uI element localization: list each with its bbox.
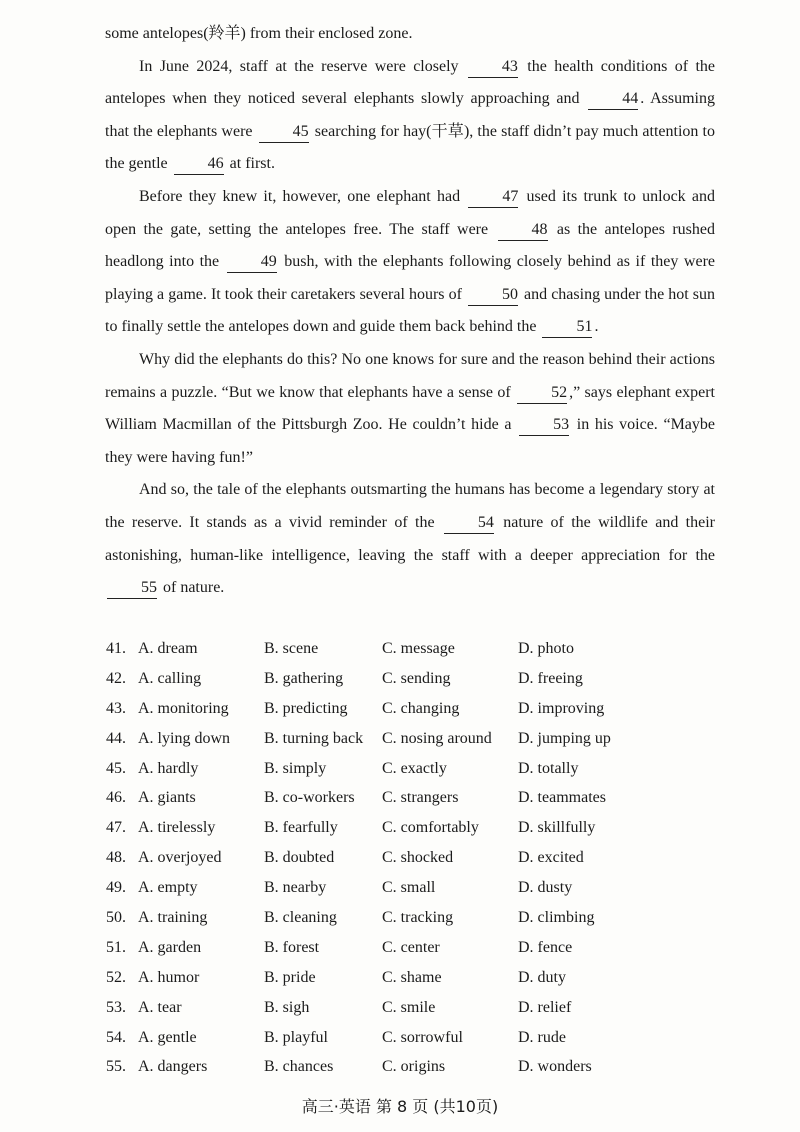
answer-options (82, 634, 722, 1082)
option-row (82, 664, 722, 694)
passage-text: ,” says elephant expert William Macmillan of the Pittsburgh Zoo. He couldn’t hide a (105, 383, 715, 434)
option-row (82, 963, 722, 993)
question-number: 52. (106, 968, 126, 986)
option-b: B. cleaning (264, 909, 337, 927)
passage-text: Before they knew it, however, one elephant had (139, 187, 467, 205)
option-row (82, 634, 722, 664)
passage-text: and chasing under the hot sun to finally settle the antelopes down and guide them back behind the (105, 285, 715, 336)
option-d: D. photo (518, 640, 574, 657)
question-number: 47. (106, 819, 126, 837)
question-number: 48. (106, 849, 126, 867)
option-c: C. shocked (382, 849, 454, 867)
question-number: 41. (106, 640, 126, 657)
passage-text: as the antelopes rushed headlong into the (105, 220, 716, 271)
option-c: C. shame (382, 968, 442, 986)
passage-text: used its trunk to unlock and open the gate, setting the antelopes free. The staff were (105, 187, 716, 238)
passage-paragraph (105, 18, 715, 51)
question-number: 53. (106, 998, 126, 1016)
passage-paragraph (105, 344, 715, 474)
option-a: A. humor (138, 968, 200, 986)
option-a: A. lying down (138, 729, 230, 747)
option-b: B. fearfully (264, 819, 338, 837)
passage-text: . Assuming that the elephants were (105, 90, 716, 140)
option-row (82, 873, 722, 903)
passage-text: of nature. (159, 579, 225, 597)
option-c: C. message (382, 640, 455, 657)
option-a: A. tirelessly (138, 819, 216, 837)
option-b: B. simply (264, 759, 327, 777)
option-row (82, 993, 722, 1023)
question-number: 55. (106, 1058, 126, 1076)
question-number: 46. (106, 789, 126, 807)
option-b: B. doubted (264, 849, 335, 867)
option-c: C. small (382, 879, 436, 897)
option-a: A. giants (138, 789, 196, 807)
passage-text: at first. (225, 155, 275, 173)
blank-54: 54 (444, 513, 494, 534)
passage-text: nature of the wildlife and their astonishing, human-like intelligence, leaving the staff with a deeper appreciation for the (105, 513, 715, 564)
option-d: D. wonders (518, 1058, 592, 1076)
option-c: C. nosing around (382, 729, 492, 747)
blank-44: 44 (588, 89, 638, 110)
option-a: A. garden (138, 938, 202, 956)
option-a: A. dream (138, 640, 198, 657)
blank-50: 50 (468, 285, 518, 306)
option-d: D. skillfully (518, 819, 596, 837)
option-row (82, 1052, 722, 1082)
option-c: C. origins (382, 1058, 446, 1076)
option-a: A. monitoring (138, 699, 229, 717)
option-row (82, 694, 722, 724)
option-d: D. climbing (518, 909, 595, 927)
blank-49: 49 (227, 252, 277, 273)
blank-48: 48 (498, 220, 548, 241)
option-c: C. exactly (382, 759, 447, 777)
option-a: A. hardly (138, 759, 199, 777)
passage-paragraph (105, 474, 715, 604)
option-c: C. strangers (382, 789, 459, 807)
blank-53: 53 (519, 415, 569, 436)
blank-51: 51 (542, 317, 592, 338)
blank-43: 43 (468, 57, 518, 78)
blank-47: 47 (468, 187, 518, 208)
option-d: D. fence (518, 938, 573, 956)
option-c: C. sending (382, 669, 451, 687)
passage-text: some antelopes(羚羊) from their enclosed zone. (105, 25, 413, 42)
passage-text: searching for hay(干草), the staff didn’t pay much attention to the gentle (105, 122, 716, 173)
option-c: C. sorrowful (382, 1028, 463, 1046)
question-number: 54. (106, 1028, 126, 1046)
passage-text: And so, the tale of the elephants outsmarting the humans has become a legendary story at the reserve. It stands as a vivid reminder of the (105, 481, 715, 531)
option-b: B. turning back (264, 729, 364, 747)
question-number: 50. (106, 909, 126, 927)
page-footer: 高三·英语 第 8 页 (共10页) (301, 1097, 499, 1116)
passage-text: in his voice. “Maybe they were having fun!” (105, 416, 715, 466)
option-b: B. chances (264, 1058, 334, 1076)
option-row (82, 903, 722, 933)
question-number: 51. (106, 938, 126, 956)
question-number: 44. (106, 729, 126, 747)
option-c: C. center (382, 938, 440, 956)
option-d: D. relief (518, 998, 572, 1016)
option-row (82, 1023, 722, 1053)
option-b: B. nearby (264, 879, 327, 897)
option-b: B. pride (264, 968, 316, 986)
option-c: C. comfortably (382, 819, 479, 837)
passage-text: Why did the elephants do this? No one knows for sure and the reason behind their actions remains a puzzle. “But we know that elephants have a sense of (105, 350, 715, 401)
option-b: B. playful (264, 1028, 328, 1046)
blank-46: 46 (174, 154, 224, 175)
passage-text: . (594, 318, 599, 336)
option-a: A. calling (138, 669, 202, 687)
option-b: B. co-workers (264, 789, 355, 807)
option-row (82, 933, 722, 963)
passage-text: In June 2024, staff at the reserve were closely (139, 57, 466, 75)
option-d: D. dusty (518, 879, 573, 897)
option-a: A. dangers (138, 1058, 208, 1076)
option-c: C. smile (382, 998, 436, 1016)
option-a: A. gentle (138, 1028, 197, 1046)
question-number: 49. (106, 879, 126, 897)
option-d: D. improving (518, 699, 605, 717)
cloze-passage (105, 18, 715, 605)
option-a: A. overjoyed (138, 849, 222, 867)
option-b: B. sigh (264, 998, 310, 1016)
passage-paragraph (105, 181, 715, 344)
option-d: D. jumping up (518, 729, 611, 747)
option-row (82, 783, 722, 813)
option-a: A. empty (138, 879, 198, 897)
option-row (82, 754, 722, 784)
passage-paragraph (105, 51, 715, 181)
option-row (82, 813, 722, 843)
option-row (82, 843, 722, 873)
option-b: B. predicting (264, 699, 348, 717)
blank-52: 52 (517, 383, 567, 404)
option-b: B. forest (264, 938, 320, 956)
option-d: D. rude (518, 1028, 566, 1046)
passage-text: bush, with the elephants following closely behind as if they were playing a game. It took their caretakers several hours of (105, 253, 715, 303)
blank-45: 45 (259, 122, 309, 143)
option-b: B. scene (264, 640, 319, 657)
option-d: D. excited (518, 849, 584, 867)
option-d: D. totally (518, 759, 579, 777)
option-c: C. tracking (382, 909, 454, 927)
option-d: D. duty (518, 968, 566, 986)
option-row (82, 724, 722, 754)
option-b: B. gathering (264, 669, 344, 687)
option-a: A. tear (138, 998, 182, 1016)
option-d: D. freeing (518, 669, 583, 687)
option-d: D. teammates (518, 789, 606, 807)
question-number: 42. (106, 669, 126, 687)
question-number: 43. (106, 699, 126, 717)
option-a: A. training (138, 909, 208, 927)
blank-55: 55 (107, 578, 157, 599)
question-number: 45. (106, 759, 126, 777)
option-c: C. changing (382, 699, 460, 717)
passage-text: the health conditions of the antelopes when they noticed several elephants slowly approaching and (105, 57, 716, 108)
